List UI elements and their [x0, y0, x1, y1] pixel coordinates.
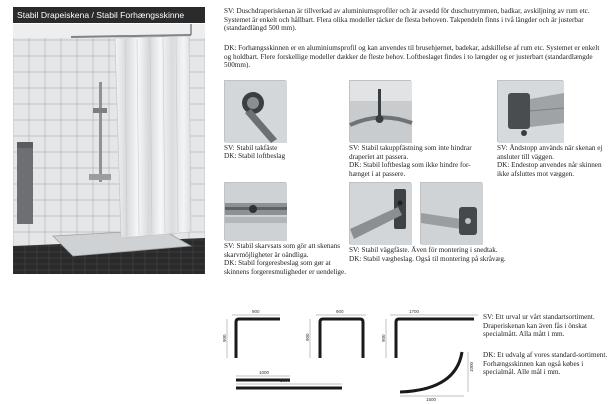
ceiling-bracket-photo — [349, 80, 411, 142]
rail-l-shape-900x900 — [222, 309, 280, 358]
dim-label-side: 900 — [222, 334, 227, 342]
dim-label-top: 900 — [252, 309, 260, 314]
dim-label-side: 900 — [305, 333, 310, 341]
rail-curved-1000x1500 — [400, 352, 474, 402]
joint-kit-photo — [224, 182, 286, 240]
wall-mount-photo-a — [349, 182, 411, 244]
end-stop-caption-dk: DK: Endestop anvendes når skinnen ikke afsluttes mot væggen. — [497, 161, 602, 178]
dim-label-side: 900 — [381, 334, 386, 342]
dim-label: 1000 — [259, 370, 270, 375]
rail-dimension-diagrams — [224, 306, 480, 402]
ceiling-bracket-caption-dk: DK: Stabil loftbeslag som ikke hindre for-hænget i at passere. — [349, 161, 471, 178]
rail-l-shape-1700x900 — [381, 309, 478, 358]
ceiling-mount-caption-dk: DK: Stabil loftbeslag — [224, 152, 286, 160]
ceiling-mount-photo — [224, 80, 286, 142]
shower-photo-illustration — [13, 24, 205, 274]
joint-kit-caption-sv: SV: Stabil skarvsats som gör att skenans skarvmöjligheter är oändliga. — [224, 242, 341, 259]
dim-label-bottom: 1500 — [426, 397, 437, 402]
joint-kit-caption-dk: DK: Stabil forgeresbeslag som gør at skinnens forgeresmuligheder er uendelige. — [224, 259, 347, 276]
wall-mount-caption-sv: SV: Stabil väggfäste. Även för montering i snedtak. — [349, 246, 498, 254]
intro-text-dk: DK: Forhængsskinnen er en aluminiumsprofil og kan anvendes til brusehjørnet, badekar, adskillelse af rum etc. Systemet er enkelt og holdbart. Flere forskellige modeller dækker de fleste behov. Loftbeslaget findes i to længder og er justerbart (standardlængde 500mm). — [224, 44, 600, 70]
ceiling-mount-caption-sv: SV: Stabil takfäste — [224, 144, 278, 152]
end-stop-photo — [497, 80, 563, 142]
end-stop-caption-sv: SV: Ändstopp används när skenan ej ansluter till väggen. — [497, 144, 603, 161]
rail-u-shape-900x900 — [305, 309, 366, 358]
dim-label-top: 900 — [336, 309, 344, 314]
ceiling-bracket-caption-sv: SV: Stabil takuppfästning som inte hindrar draperiet att passera. — [349, 144, 472, 161]
wall-mount-caption-dk: DK: Stabil vægbeslag. Også til montering på skråvæg. — [349, 255, 506, 263]
dim-label-side: 1000 — [469, 361, 474, 372]
wall-mount-photo-b — [420, 182, 482, 244]
dim-label: 1800 — [280, 378, 291, 383]
dim-label-top: 1700 — [409, 309, 420, 314]
shower-curtain-photo — [13, 24, 205, 274]
intro-text-sv: SV: Duschdraperiskenan är tillverkad av aluminiumsprofiler och är avsedd för duschutrymmen, badkar, avskiljning av rum etc. Systemet är enkelt och hållbart. Flera olika modeller täcker de flesta behoven. Takpendeln finns i två längder och är justerbar (standardlängd 500 mm). — [224, 7, 590, 33]
page-header: Stabil Drapeiskena / Stabil Forhængsskinne — [13, 7, 205, 23]
sortiment-text-dk: DK: Et udvalg af vores standard-sortiment. Forhængsskinnen kan også købes i specialmål. Alle mål i mm. — [483, 351, 608, 377]
sortiment-text-sv: SV: Ett urval ur vårt standartsortiment. Draperiskenan kan även fås i önskat specialmått. Alla mått i mm. — [483, 313, 595, 339]
